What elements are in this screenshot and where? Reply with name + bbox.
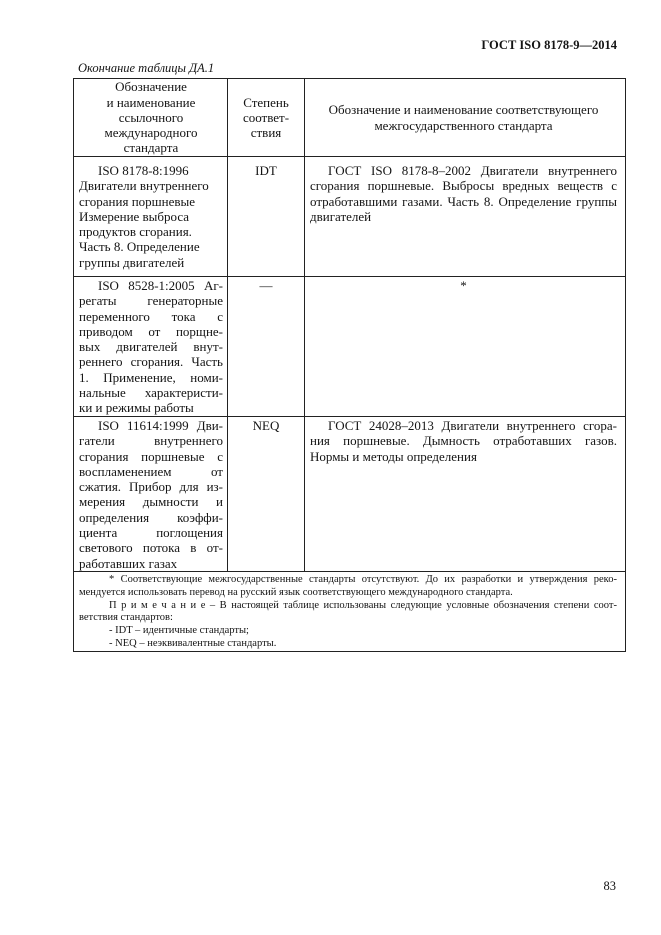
text-line: и наименование (106, 94, 196, 110)
text-line: мерения дымности и (79, 494, 223, 510)
text-line: ISO 8528-1:2005 Аг- (98, 278, 223, 293)
table-row (74, 417, 626, 572)
standards-correspondence-table (73, 78, 626, 652)
text-line: межгосударственного стандарта (374, 117, 553, 133)
text-line: Степень (243, 94, 289, 110)
text-line: Обозначение (115, 79, 187, 95)
text-line: приводом от порщне- (79, 323, 223, 339)
legend-item: - IDT – идентичные стандарты; (109, 625, 249, 637)
text-line: IDT (255, 163, 277, 178)
text-line: Измерение выброса (79, 208, 190, 224)
text-line: Обозначение и наименование соответствующего (328, 102, 599, 118)
footnote-line: * Соответствующие межгосударственные стандарты отсутствуют. До их разработки и утверждения реко- (109, 573, 617, 585)
reference-standard-cell (74, 277, 228, 417)
text-line: NEQ (252, 418, 280, 433)
text-line: ГОСТ 24028–2013 Двигатели внутреннего сгора- (328, 418, 617, 433)
degree-cell (228, 417, 305, 572)
text-line: продуктов сгорания. (79, 224, 192, 240)
text-line: светового потока в от- (79, 540, 223, 556)
interstate-standard-cell (305, 277, 626, 417)
remark-line: ветствия стандартов: (79, 612, 173, 624)
table-notes-row (74, 571, 626, 651)
text-line: определения коэффи- (79, 509, 223, 525)
text-line: отработавшими газами. Часть 8. Определение группы (310, 193, 617, 209)
text-line: гатели внутреннего (79, 433, 223, 449)
text-line: нальные характеристи- (79, 385, 223, 401)
text-line: сгорания поршневые с (79, 448, 223, 464)
footnote-line: мендуется использовать перевод на русский язык соответствующего международного стандарта. (79, 586, 513, 598)
standard-code-header: ГОСТ ISO 8178-9—2014 (481, 38, 617, 52)
table-caption: Окончание таблицы ДА.1 (78, 61, 215, 75)
text-line: реннего сгорания. Часть (79, 354, 223, 370)
table-notes (74, 571, 626, 651)
text-line: переменного тока с (79, 308, 223, 324)
text-line: ния поршневые. Дымность отработавших газов. (310, 433, 617, 449)
column-header-reference-standard (74, 79, 228, 157)
degree-cell (228, 157, 305, 277)
text-line: регаты генераторные (79, 293, 223, 309)
text-line: воспламенением от (79, 463, 223, 479)
text-line: 1. Применение, номи- (79, 369, 223, 385)
page-number: 83 (603, 879, 616, 893)
text-line: ISO 8178-8:1996 (98, 163, 189, 178)
text-line: сжатия. Прибор для из- (79, 479, 223, 495)
column-header-interstate-standard (305, 79, 626, 157)
text-line: вых двигателей внут- (79, 339, 223, 355)
degree-cell (228, 277, 305, 417)
text-line: ISO 11614:1999 Дви- (98, 418, 223, 433)
column-header-degree (228, 79, 305, 157)
text-line: ГОСТ ISO 8178-8–2002 Двигатели внутреннего (328, 163, 617, 178)
text-line: ки и режимы работы (79, 400, 194, 416)
text-line: работавших газах (79, 555, 178, 571)
interstate-standard-cell (305, 417, 626, 572)
text-line: ствия (250, 125, 282, 141)
table-header-row (74, 79, 626, 157)
text-line: ссылочного (118, 109, 184, 125)
text-line: группы двигателей (79, 254, 185, 270)
legend-item: - NEQ – неэквивалентные стандарты. (109, 637, 277, 649)
interstate-standard-cell (305, 157, 626, 277)
remark-line: П р и м е ч а н и е – В настоящей таблице использованы следующие условные обозначения степени соот- (109, 599, 617, 611)
text-line: двигателей (310, 208, 372, 224)
text-line: международного (104, 125, 198, 141)
text-line: — (259, 278, 273, 293)
reference-standard-cell (74, 417, 228, 572)
text-line: соответ- (242, 109, 290, 125)
text-line: стандарта (123, 140, 179, 156)
text-line: Нормы и методы определения (310, 448, 477, 464)
reference-standard-cell (74, 157, 228, 277)
text-line: циента поглощения (79, 525, 223, 541)
table-row (74, 277, 626, 417)
text-line: сгорания поршневые (79, 193, 196, 209)
table-row (74, 157, 626, 277)
text-line: сгорания поршневые. Выбросы вредных веществ с (310, 178, 617, 194)
text-line: Двигатели внутреннего (79, 178, 209, 194)
text-line: * (460, 278, 467, 293)
text-line: Часть 8. Определение (79, 239, 200, 255)
